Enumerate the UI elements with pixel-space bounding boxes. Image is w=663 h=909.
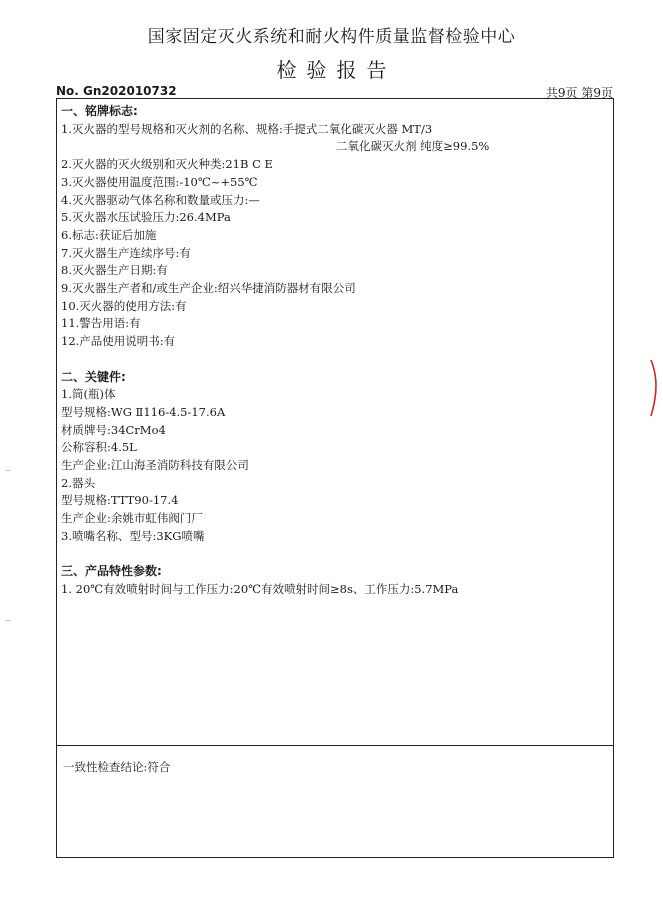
nameplate-line-12: 12.产品使用说明书:有 [61,334,176,349]
key-parts-line-6: 2.器头 [61,475,95,490]
nameplate-line-2: 2.灭火器的灭火级别和灭火种类:21B C E [61,157,273,172]
nameplate-line-5: 5.灭火器水压试验压力:26.4MPa [61,210,231,225]
key-parts-line-7: 型号规格:TTT90-17.4 [61,493,179,508]
page-info: 共9页 第9页 [545,86,613,100]
key-parts-line-3: 材质牌号:34CrMo4 [61,422,166,437]
key-parts-line-4: 公称容积:4.5L [61,440,137,455]
nameplate-line-1: 1.灭火器的型号规格和灭火剂的名称、规格:手提式二氧化碳灭火器 MT/3 [61,121,433,136]
key-parts-line-9: 3.喷嘴名称、型号:3KG喷嘴 [61,528,205,543]
nameplate-line-9: 9.灭火器生产者和/或生产企业:绍兴华捷消防器材有限公司 [61,281,356,296]
edge-tick [6,470,10,471]
key-parts-line-2: 型号规格:WG Ⅱ116-4.5-17.6A [61,404,226,419]
report-body-box [56,98,614,858]
org-title: 国家固定灭火系统和耐火构件质量监督检验中心 [147,27,516,47]
nameplate-line-7: 7.灭火器生产连续序号:有 [61,245,191,260]
key-parts-line-5: 生产企业:江山海圣消防科技有限公司 [61,458,249,473]
nameplate-line-3: 3.灭火器使用温度范围:-10℃~+55℃ [61,174,258,189]
nameplate-line-8: 8.灭火器生产日期:有 [61,263,168,278]
section-title-characteristics: 三、产品特性参数: [61,564,162,579]
report-number: No. Gn202010732 [56,84,177,98]
conclusion-text: 一致性检查结论:符合 [63,760,171,774]
nameplate-line-11: 11.警告用语:有 [61,316,141,331]
section-title-nameplate: 一、铭牌标志: [61,104,138,118]
margin-mark [650,358,658,418]
section-spacer [61,546,609,564]
nameplate-line-10: 10.灭火器的使用方法:有 [61,298,187,313]
characteristics-line-1: 1. 20℃有效喷射时间与工作压力:20℃有效喷射时间≥8s、工作压力:5.7MPa [61,581,459,596]
section-spacer [61,351,609,369]
report-content [61,103,609,599]
nameplate-line-1-cont: 二氧化碳灭火剂 纯度≥99.5% [336,139,490,154]
nameplate-line-4: 4.灭火器驱动气体名称和数量或压力:— [61,192,260,207]
nameplate-line-6: 6.标志:获证后加施 [61,227,157,242]
key-parts-line-1: 1.筒(瓶)体 [61,387,116,402]
conclusion-divider [57,745,613,746]
report-title: 检验报告 [276,58,397,82]
key-parts-line-8: 生产企业:余姚市虹伟阀门厂 [61,511,203,526]
section-title-key-parts: 二、关键件: [61,369,126,384]
edge-tick [6,620,10,621]
